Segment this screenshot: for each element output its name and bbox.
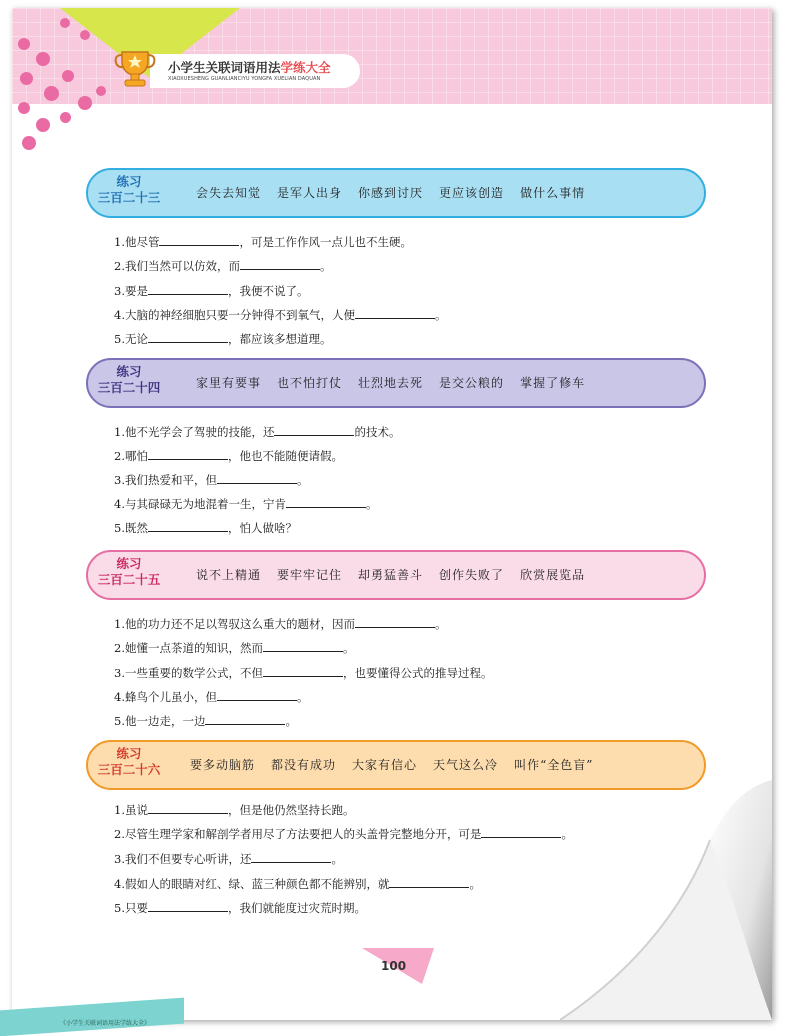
answer-blank[interactable] [389,876,469,888]
answer-blank[interactable] [148,520,228,532]
question-item: 2.哪怕 ，他也不能随便请假。 [114,449,343,463]
decor-dot [96,86,106,96]
trophy-icon [112,44,158,90]
answer-blank[interactable] [240,258,320,270]
exercise-header-323 [86,168,706,218]
answer-blank[interactable] [251,851,331,863]
question-item: 5.无论 ，都应该多想道理。 [114,332,332,346]
answer-blank[interactable] [148,283,228,295]
decor-dot [60,18,70,28]
question-item: 3.我们热爱和平，但 。 [114,473,309,487]
answer-blank[interactable] [286,496,366,508]
answer-blank[interactable] [274,424,354,436]
question-item: 1.他尽管 ，可是工作作风一点儿也不生硬。 [114,235,412,249]
decor-dot [18,102,30,114]
answer-blank[interactable] [148,448,228,460]
answer-blank[interactable] [148,331,228,343]
decor-dot [62,70,74,82]
answer-blank[interactable] [481,826,561,838]
question-item: 4.与其碌碌无为地混着一生，宁肯 。 [114,497,378,511]
decor-dot [36,118,50,132]
exercise-label: 练习 三百二十六 [97,746,161,777]
question-item: 4.蜂鸟个儿虽小，但 。 [114,690,309,704]
page-curl [560,780,772,1020]
question-item: 2.尽管生理学家和解剖学者用尽了方法要把人的头盖骨完整地分开，可是 。 [114,827,573,841]
phrase-bank: 要多动脑筋 都没有成功 大家有信心 天气这么冷 叫作“全色盲” [190,758,594,772]
decor-dot [78,96,92,110]
exercise-label: 练习 三百二十三 [97,174,161,205]
question-item: 3.一些重要的数学公式，不但 ，也要懂得公式的推导过程。 [114,666,493,680]
page-number: 100 [381,959,407,973]
phrase-bank: 说不上精通 要牢牢记住 却勇猛善斗 创作失败了 欣赏展览品 [196,568,586,582]
book-title: 小学生关联词语用法学练大全 [168,60,331,75]
decor-dot [20,72,33,85]
decor-dot [60,112,71,123]
decor-dot [80,30,90,40]
exercise-label: 练习 三百二十四 [97,364,161,395]
answer-blank[interactable] [263,640,343,652]
answer-blank[interactable] [205,713,285,725]
question-item: 3.我们不但要专心听讲，还 。 [114,852,343,866]
footer-tab-text: 《小学生关联词语用法学练大全》 [60,1020,151,1027]
answer-blank[interactable] [263,665,343,677]
question-item: 1.他的功力还不足以驾驭这么重大的题材，因而 。 [114,617,447,631]
question-item: 1.虽说 ，但是他仍然坚持长跑。 [114,803,355,817]
answer-blank[interactable] [355,616,435,628]
question-item: 5.既然 ，怕人做啥？ [114,521,297,535]
answer-blank[interactable] [148,802,228,814]
answer-blank[interactable] [217,472,297,484]
question-item: 1.他不光学会了驾驶的技能，还 的技术。 [114,425,401,439]
exercise-header-325 [86,550,706,600]
answer-blank[interactable] [217,689,297,701]
book-subtitle-pinyin: XIAOXUESHENG GUANLIANCIYU YONGFA XUELIAN DAQUAN [168,76,321,82]
question-item: 3.要是 ，我便不说了。 [114,284,309,298]
phrase-bank: 家里有要事 也不怕打仗 壮烈地去死 是交公粮的 掌握了修车 [196,376,586,390]
decor-dot [36,52,50,66]
decor-dot [22,136,36,150]
exercise-label: 练习 三百二十五 [97,556,161,587]
answer-blank[interactable] [355,307,435,319]
phrase-bank: 会失去知觉 是军人出身 你感到讨厌 更应该创造 做什么事情 [196,186,586,200]
question-item: 5.他一边走，一边 。 [114,714,297,728]
decor-dot [44,86,59,101]
question-item: 5.只要 ，我们就能度过灾荒时期。 [114,901,366,915]
question-item: 2.她懂一点茶道的知识，然而 。 [114,641,355,655]
question-item: 2.我们当然可以仿效，而 。 [114,259,332,273]
question-item: 4.假如人的眼睛对红、绿、蓝三种颜色都不能辨别，就 。 [114,877,481,891]
answer-blank[interactable] [148,900,228,912]
question-item: 4.大脑的神经细胞只要一分钟得不到氧气，人便 。 [114,308,447,322]
answer-blank[interactable] [159,234,239,246]
exercise-header-324 [86,358,706,408]
decor-dot [18,38,30,50]
